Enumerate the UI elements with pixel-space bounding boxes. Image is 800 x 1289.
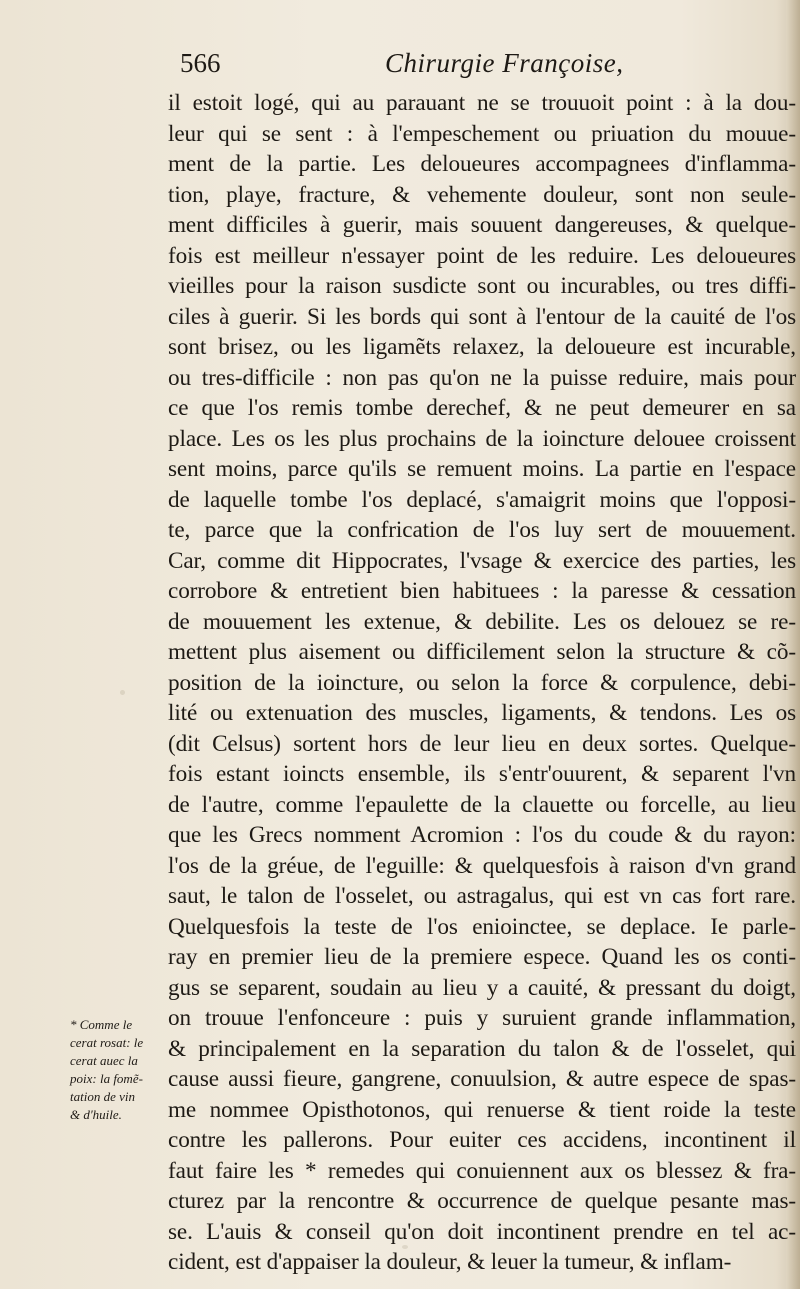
margin-note-line: cerat rosat: le — [70, 1035, 144, 1050]
text-line: sent moins, parce qu'ils se remuent moins. La partie en l'espace — [168, 456, 796, 482]
margin-note-line: cerat auec la — [70, 1053, 138, 1068]
text-line: de laquelle tombe l'os deplacé, s'amaigrit moins que l'opposi- — [168, 486, 796, 513]
text-line: se. L'auis & conseil qu'on doit incontinent prendre en tel ac- — [168, 1218, 796, 1245]
text-line: cident, est d'appaiser la douleur, & leuer la tumeur, & inflam- — [168, 1249, 732, 1275]
text-line: position de la ioincture, ou selon la force & corpulence, debi- — [168, 669, 796, 696]
page-number: 566 — [180, 48, 221, 78]
text-line: me nommee Opisthotonos, qui renuerse & tient roide la teste — [168, 1096, 796, 1123]
text-line: ment de la partie. Les deloueures accompagnees d'inflamma- — [168, 151, 796, 177]
text-line: lité ou extenuation des muscles, ligaments, & tendons. Les os — [168, 700, 796, 726]
text-line: vieilles pour la raison susdicte sont ou incurables, ou tres diffi- — [168, 273, 796, 299]
margin-note-line: * Comme le — [70, 1017, 133, 1032]
margin-note-line: tation de vin — [70, 1089, 135, 1104]
text-line: ment difficiles à guerir, mais souuent dangereuses, & quelque- — [168, 212, 796, 238]
text-line: saut, le talon de l'osselet, ou astragalus, qui est vn cas fort rare. — [168, 883, 796, 909]
text-line: fois estant ioincts ensemble, ils s'entr'ouurent, & separent l'vn — [168, 761, 796, 787]
text-line: ce que l'os remis tombe derechef, & ne peut demeurer en sa — [168, 395, 796, 421]
text-line: cturez par la rencontre & occurrence de quelque pesante mas- — [168, 1188, 796, 1214]
text-line: Quelquesfois la teste de l'os enioinctee, se deplace. Ie parle- — [168, 913, 796, 940]
text-line: il estoit logé, qui au parauant ne se trouuoit point : à la dou- — [168, 90, 796, 116]
text-line: te, parce que la confrication de l'os luy sert de mouuement. — [168, 517, 796, 543]
text-line: place. Les os les plus prochains de la ioincture delouee croissent — [168, 425, 796, 452]
text-line: ray en premier lieu de la premiere espece. Quand les os conti- — [168, 944, 796, 970]
text-line: gus se separent, soudain au lieu y a cauité, & pressant du doigt, — [168, 974, 796, 1001]
text-line: tion, playe, fracture, & vehemente douleur, sont non seule- — [168, 181, 796, 208]
margin-note — [70, 1016, 170, 1124]
text-line: sont brisez, ou les ligamẽts relaxez, la deloueure est incurable, — [168, 334, 796, 360]
text-line: l'os de la gréue, de l'eguille: & quelquesfois à raison d'vn grand — [168, 852, 796, 879]
text-line: cause aussi fieure, gangrene, conuulsion, & autre espece de spas- — [168, 1066, 796, 1092]
text-line: que les Grecs nomment Acromion : l'os du coude & du rayon: — [168, 822, 796, 848]
text-line: Car, comme dit Hippocrates, l'vsage & exercice des parties, les — [168, 547, 796, 574]
margin-note-line: poix: la fomẽ- — [70, 1071, 143, 1086]
text-line: ciles à guerir. Si les bords qui sont à l'entour de la cauité de l'os — [168, 303, 796, 330]
ink-spot — [120, 690, 125, 695]
text-line: contre les pallerons. Pour euiter ces accidens, incontinent il — [168, 1127, 796, 1153]
page-header — [180, 48, 630, 82]
text-line: de mouuement les extenue, & debilite. Les os delouez se re- — [168, 608, 796, 635]
text-line: & principalement en la separation du talon & de l'osselet, qui — [168, 1035, 796, 1062]
margin-note-line: & d'huile. — [70, 1107, 122, 1122]
text-line: corrobore & entretient bien habituees : la paresse & cessation — [168, 578, 796, 604]
text-line: faut faire les * remedes qui conuiennent aux os blessez & fra- — [168, 1157, 796, 1184]
running-title: Chirurgie Françoise, — [385, 48, 624, 78]
text-line: fois est meilleur n'essayer point de les reduire. Les deloueures — [168, 242, 796, 269]
body-text — [168, 88, 796, 1278]
text-line: de l'autre, comme l'epaulette de la clauette ou forcelle, au lieu — [168, 791, 796, 818]
text-line: on trouue l'enfonceure : puis y suruient grande inflammation, — [168, 1005, 796, 1031]
text-line: (dit Celsus) sortent hors de leur lieu en deux sortes. Quelque- — [168, 730, 796, 757]
text-line: mettent plus aisement ou difficilement selon la structure & cõ- — [168, 639, 796, 665]
text-line: ou tres-difficile : non pas qu'on ne la puisse reduire, mais pour — [168, 364, 796, 391]
text-line: leur qui se sent : à l'empeschement ou priuation du mouue- — [168, 120, 796, 147]
